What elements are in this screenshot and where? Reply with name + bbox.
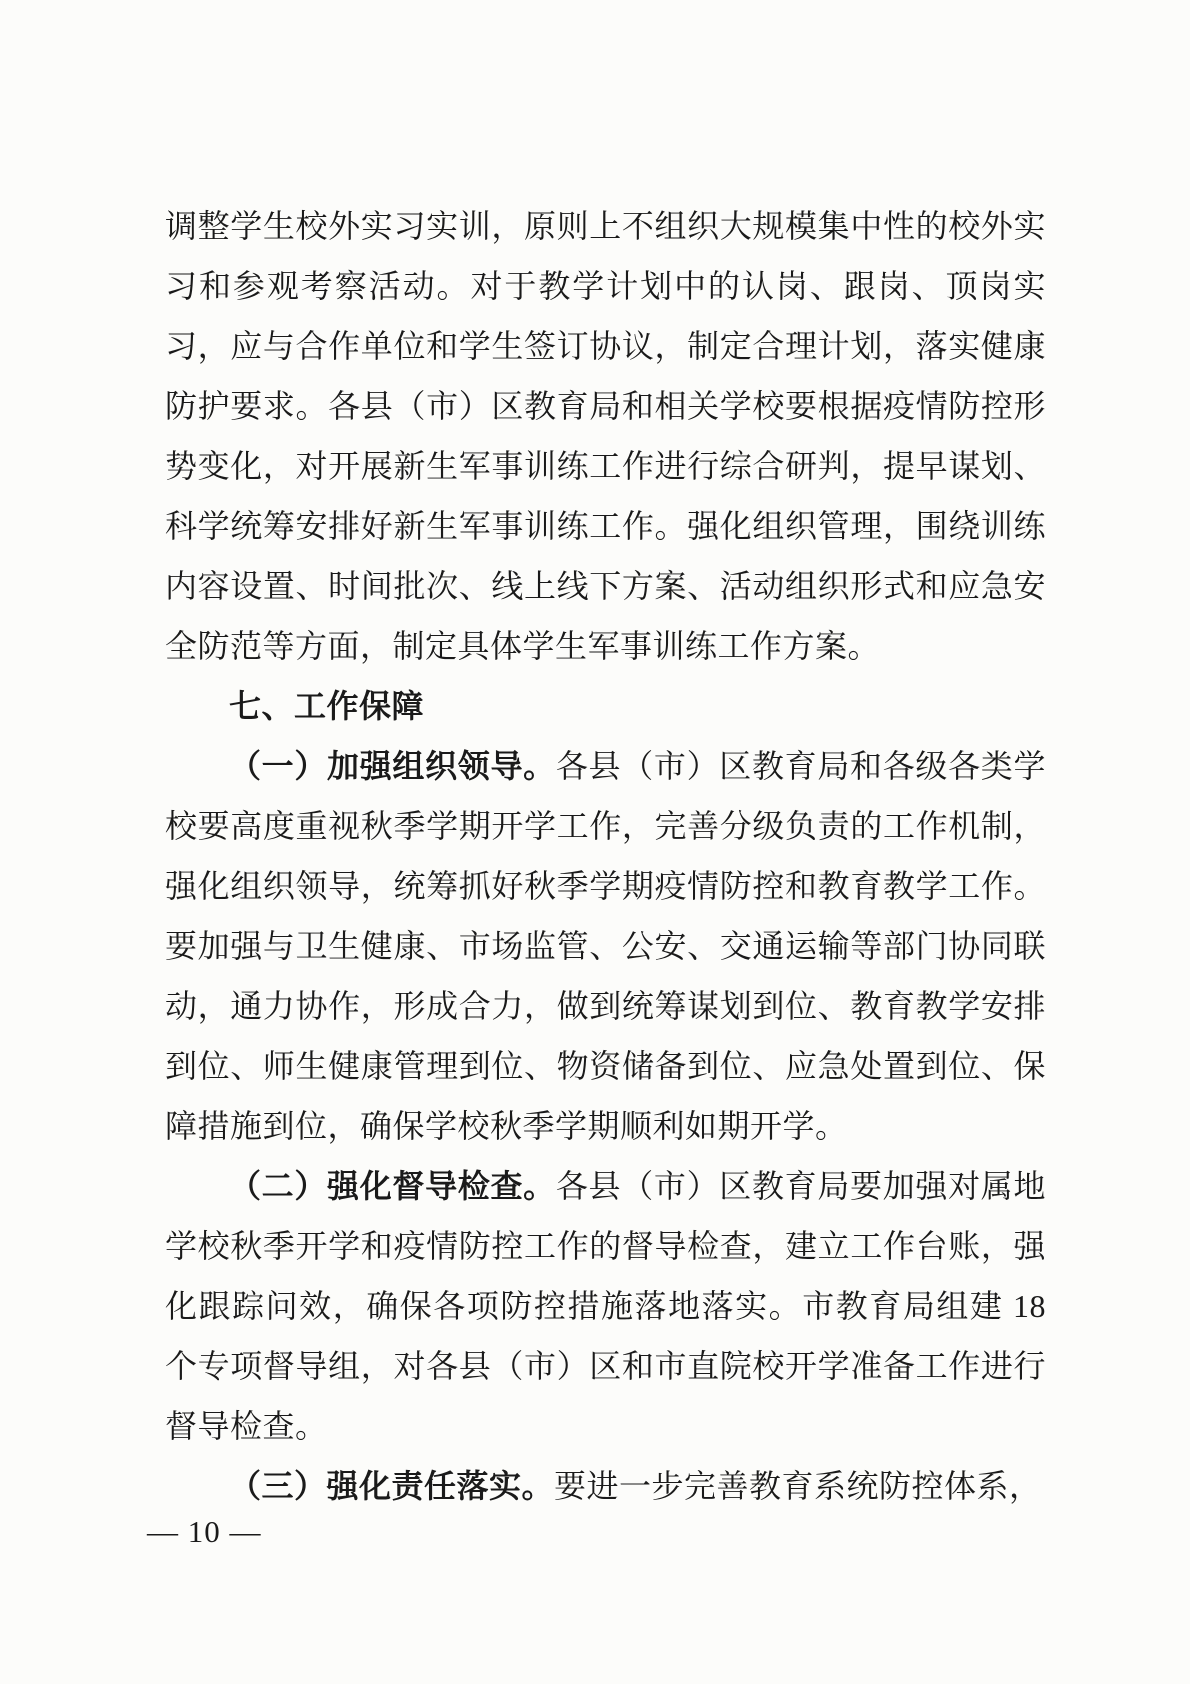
document-body (165, 196, 1046, 1516)
page-number: — 10 — (147, 1514, 262, 1549)
paragraph-item-2-lead: （二）强化督导检查。 (229, 1168, 556, 1204)
paragraph-item-1-lead: （一）加强组织领导。 (229, 748, 556, 784)
paragraph-item-3-lead: （三）强化责任落实。 (229, 1468, 555, 1504)
section-heading: 七、工作保障 (229, 688, 425, 724)
paragraph-item-3-text: 要进一步完善教育系统防控体系， (554, 1468, 1042, 1504)
paragraph-item-3 (165, 1456, 1046, 1516)
paragraph-item-1 (165, 736, 1046, 1156)
paragraph-item-2 (165, 1156, 1046, 1456)
paragraph-item-2-text: 各县（市）区教育局要加强对属地学校秋季开学和疫情防控工作的督导检查，建立工作台账，强化跟踪问效，确保各项防控措施落地落实。市教育局组建 18 个专项督导组，对各县（市）区和市直院校开学准备工作进行督导检查。 (165, 1168, 1046, 1444)
paragraph-continuation: 调整学生校外实习实训，原则上不组织大规模集中性的校外实习和参观考察活动。对于教学计划中的认岗、跟岗、顶岗实习，应与合作单位和学生签订协议，制定合理计划，落实健康防护要求。各县（市）区教育局和相关学校要根据疫情防控形势变化，对开展新生军事训练工作进行综合研判，提早谋划、科学统筹安排好新生军事训练工作。强化组织管理，围绕训练内容设置、时间批次、线上线下方案、活动组织形式和应急安全防范等方面，制定具体学生军事训练工作方案。 (165, 208, 1046, 664)
paragraph-item-1-text: 各县（市）区教育局和各级各类学校要高度重视秋季学期开学工作，完善分级负责的工作机制，强化组织领导，统筹抓好秋季学期疫情防控和教育教学工作。要加强与卫生健康、市场监管、公安、交通运输等部门协同联动，通力协作，形成合力，做到统筹谋划到位、教育教学安排到位、师生健康管理到位、物资储备到位、应急处置到位、保障措施到位，确保学校秋季学期顺利如期开学。 (165, 748, 1046, 1144)
